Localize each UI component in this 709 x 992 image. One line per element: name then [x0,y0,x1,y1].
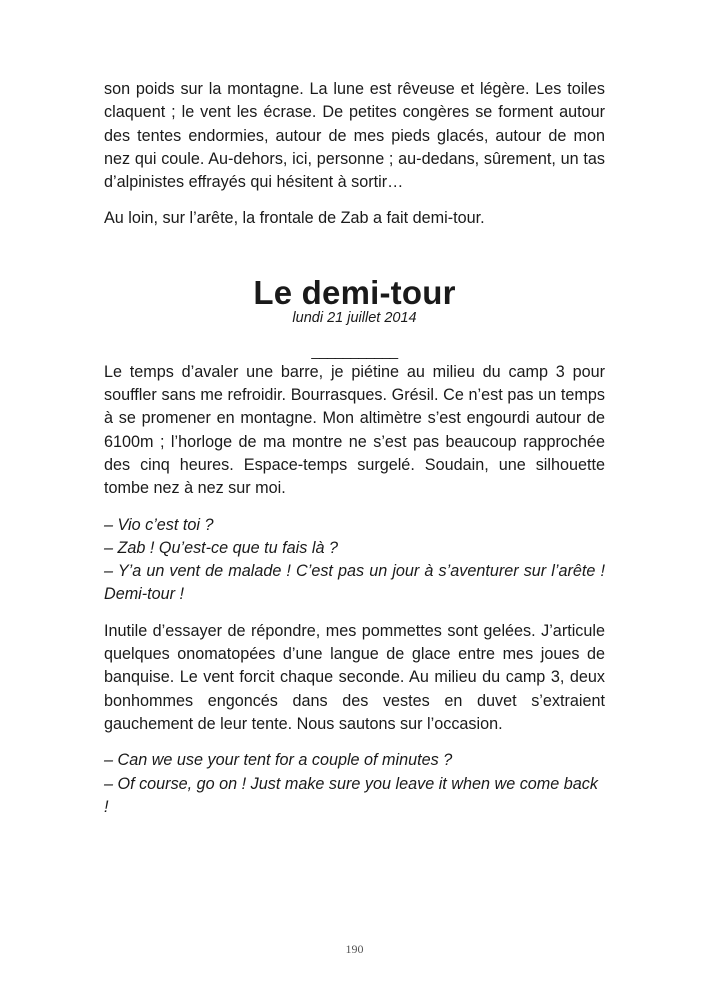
body-paragraph-2: Inutile d’essayer de répondre, mes pommettes sont gelées. J’articule quelques onomatopées d’une langue de glace entre mes joues de banquise. Le vent forcit chaque seconde. Au milieu du camp 3, deux bonhommes engoncés dans des vestes en duvet s’extraient gauchement de leur tente. Nous sautons sur l’occasion. [104,621,605,733]
dialogue-line: – Can we use your tent for a couple of minutes ? [104,751,453,770]
dialogue-block-2 [104,749,605,819]
page-content [104,78,605,819]
dialogue-line: – Vio c’est toi ? [104,515,214,534]
dialogue-line: – Zab ! Qu’est-ce que tu fais là ? [104,538,338,557]
chapter-date: lundi 21 juillet 2014 [292,309,417,326]
chapter-title: Le demi-tour [253,273,456,311]
chapter-rule: ___________ [311,342,398,360]
dialogue-line: – Y’a un vent de malade ! C’est pas un jour à s’aventurer sur l’arête ! Demi-tour ! [104,562,605,604]
page-number: 190 [345,942,364,956]
intro-paragraph-1: son poids sur la montagne. La lune est rêveuse et légère. Les toiles claquent ; le vent les écrase. De petites congères se forment autour des tentes endormies, autour de mes pieds glacés, autour de mon nez qui coule. Au-dehors, ici, personne ; au-dedans, sûrement, un tas d’alpinistes effrayés qui hésitent à sortir… [104,80,605,192]
dialogue-block-1 [104,514,605,607]
chapter-heading [104,274,605,361]
body-paragraph-1: Le temps d’avaler une barre, je piétine au milieu du camp 3 pour souffler sans me refroidir. Bourrasques. Grésil. Ce n’est pas un temps à se promener en montagne. Mon altimètre s’est engourdi autour de 6100m ; l’horloge de ma montre ne s’est pas beaucoup rapprochée des cinq heures. Espace-temps surgelé. Soudain, une silhouette tombe nez à nez sur moi. [104,362,605,498]
intro-paragraph-2: Au loin, sur l’arête, la frontale de Zab a fait demi-tour. [104,209,485,228]
dialogue-line: – Of course, go on ! Just make sure you leave it when we come back ! [104,774,598,816]
